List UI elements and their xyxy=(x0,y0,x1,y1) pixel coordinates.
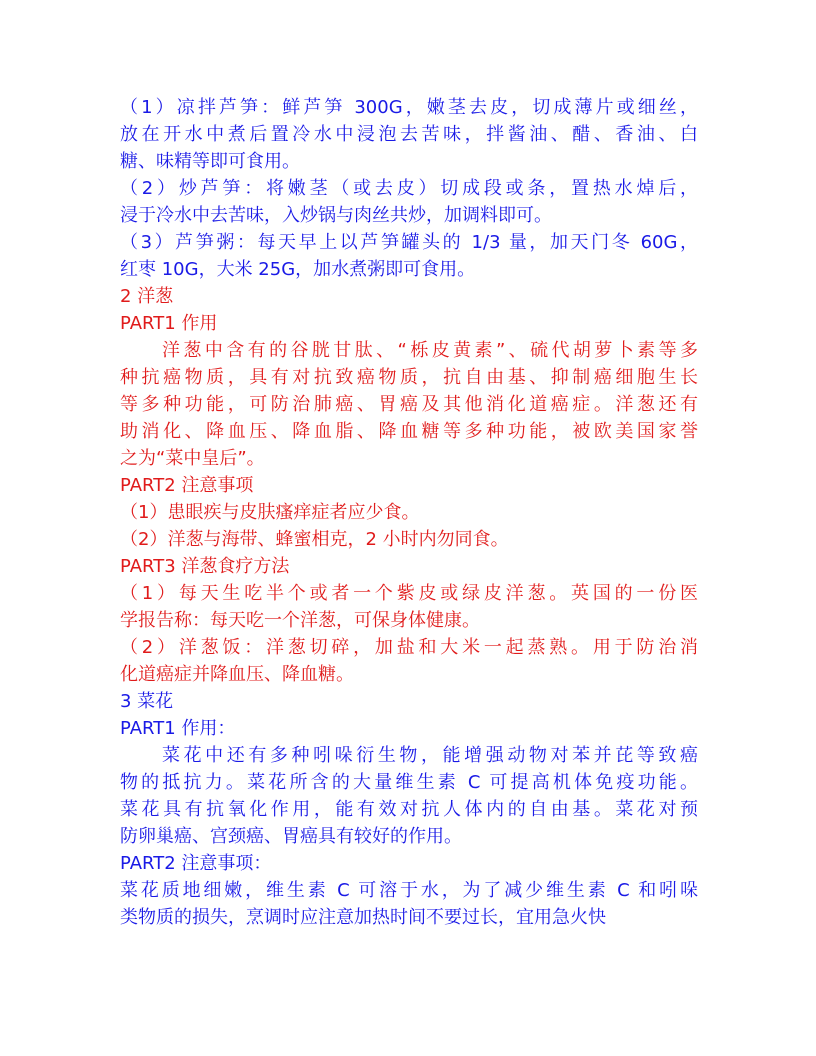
text-line: 化道癌症并降血压、降血糖。 xyxy=(120,664,354,685)
text-line: PART1 作用： xyxy=(120,718,236,739)
text-line: 等多种功能，可防治肺癌、胃癌及其他消化道癌症。洋葱还有 xyxy=(120,394,698,415)
text-line: 浸于冷水中去苦味，入炒锅与肉丝共炒，加调料即可。 xyxy=(120,205,552,226)
text-line: 防卵巢癌、宫颈癌、胃癌具有较好的作用。 xyxy=(120,826,462,847)
paragraph xyxy=(120,499,698,526)
text-line: （2）洋葱饭：洋葱切碎，加盐和大米一起蒸熟。用于防治消 xyxy=(120,637,698,658)
text-line: 2 洋葱 xyxy=(120,286,174,307)
section-heading xyxy=(120,715,698,742)
paragraph xyxy=(120,634,698,688)
paragraph xyxy=(120,94,698,175)
text-line: 之为“菜中皇后”。 xyxy=(120,448,265,469)
section-heading xyxy=(120,283,698,310)
text-line: （2）炒芦笋：将嫩茎（或去皮）切成段或条，置热水焯后， xyxy=(120,178,698,199)
paragraph xyxy=(120,337,698,472)
text-line: 类物质的损失，烹调时应注意加热时间不要过长，宜用急火快 xyxy=(120,907,606,928)
text-line: PART3 洋葱食疗方法 xyxy=(120,556,290,577)
text-line: 糖、味精等即可食用。 xyxy=(120,151,300,172)
paragraph xyxy=(120,742,698,850)
text-line: 放在开水中煮后置冷水中浸泡去苦味，拌酱油、醋、香油、白 xyxy=(120,124,698,145)
document-page xyxy=(120,94,698,931)
text-line: PART2 注意事项： xyxy=(120,853,272,874)
paragraph xyxy=(120,877,698,931)
text-line: 3 菜花 xyxy=(120,691,174,712)
text-line: （2）洋葱与海带、蜂蜜相克，2 小时内勿同食。 xyxy=(120,529,509,550)
section-heading xyxy=(120,688,698,715)
text-line: 红枣 10G，大米 25G，加水煮粥即可食用。 xyxy=(120,259,476,280)
section-heading xyxy=(120,553,698,580)
paragraph xyxy=(120,526,698,553)
text-line: （3）芦笋粥：每天早上以芦笋罐头的 1/3 量，加天门冬 60G， xyxy=(120,232,698,253)
text-line: （1）凉拌芦笋：鲜芦笋 300G，嫩茎去皮，切成薄片或细丝， xyxy=(120,97,698,118)
paragraph xyxy=(120,580,698,634)
text-line: 菜花质地细嫩，维生素 C 可溶于水，为了减少维生素 C 和吲哚 xyxy=(120,880,698,901)
paragraph xyxy=(120,229,698,283)
text-line: 物的抵抗力。菜花所含的大量维生素 C 可提高机体免疫功能。 xyxy=(120,772,698,793)
text-line: 菜花中还有多种吲哚衍生物，能增强动物对苯并芘等致癌 xyxy=(162,745,698,766)
text-line: 学报告称：每天吃一个洋葱，可保身体健康。 xyxy=(120,610,480,631)
text-line: PART1 作用 xyxy=(120,313,218,334)
text-line: 助消化、降血压、降血脂、降血糖等多种功能，被欧美国家誉 xyxy=(120,421,698,442)
text-line: （1）患眼疾与皮肤瘙痒症者应少食。 xyxy=(120,502,420,523)
paragraph xyxy=(120,175,698,229)
text-line: （1）每天生吃半个或者一个紫皮或绿皮洋葱。英国的一份医 xyxy=(120,583,698,604)
text-line: 种抗癌物质，具有对抗致癌物质，抗自由基、抑制癌细胞生长 xyxy=(120,367,698,388)
section-heading xyxy=(120,850,698,877)
text-line: PART2 注意事项 xyxy=(120,475,254,496)
section-heading xyxy=(120,310,698,337)
text-line: 洋葱中含有的谷胱甘肽、“栎皮黄素”、硫代胡萝卜素等多 xyxy=(162,340,698,361)
text-line: 菜花具有抗氧化作用，能有效对抗人体内的自由基。菜花对预 xyxy=(120,799,698,820)
section-heading xyxy=(120,472,698,499)
